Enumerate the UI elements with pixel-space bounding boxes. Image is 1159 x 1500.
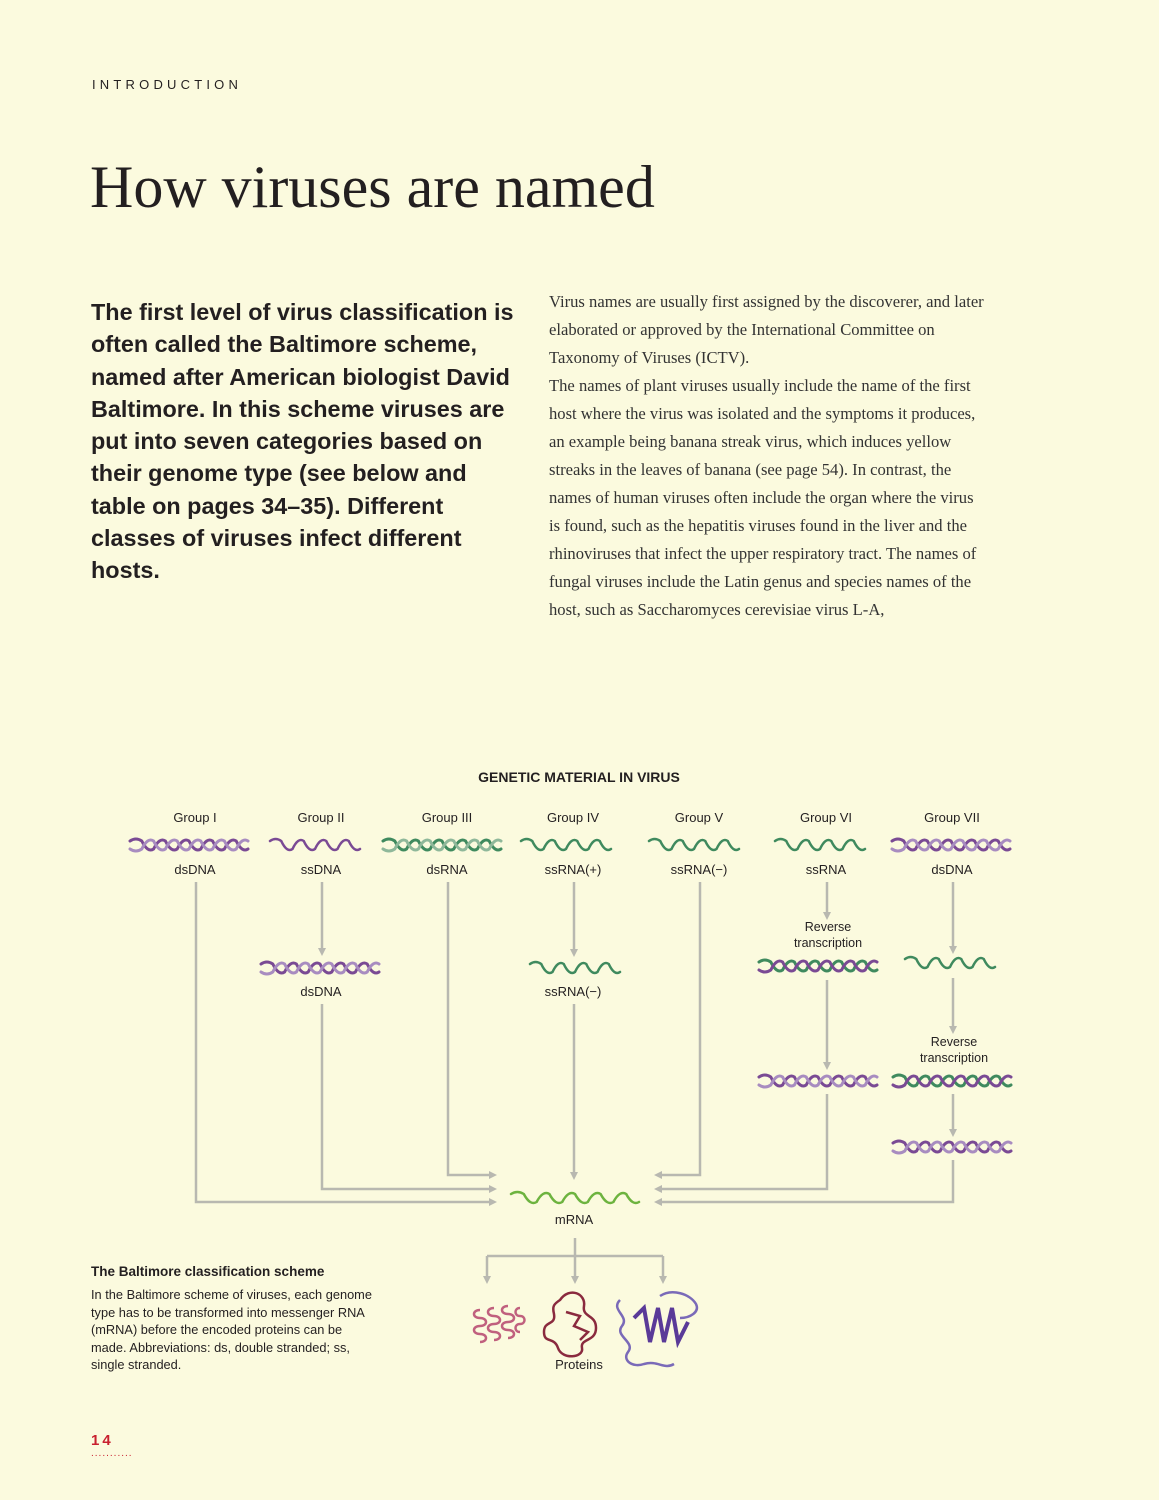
group-2-path [322, 1004, 493, 1189]
group-7-step-label: Reverse [930, 1035, 978, 1049]
group-3-label: Group III [421, 810, 473, 825]
group-2-label: Group II [297, 810, 345, 825]
group-5-label: Group V [674, 810, 724, 825]
group-1-label: Group I [173, 810, 217, 825]
intro-paragraph: The first level of virus classification is often called the Baltimore scheme, named after American biologist David Baltimore. In this scheme viruses are put into seven categories based on their genome type (see below and table on pages 34–35). Different classes of viruses infect different hosts. [91, 299, 514, 584]
group-1-genome: dsDNA [174, 862, 216, 877]
group-7-hybrid-helix-icon [893, 1075, 1011, 1087]
body-paragraph-1: Virus names are usually first assigned by the discoverer, and later elaborated or approved by the International Committee on Taxonomy of Viruses (ICTV). [549, 292, 984, 367]
protein-helix-icon [474, 1306, 525, 1342]
group-7-dsdna-final-helix-icon [893, 1141, 1011, 1153]
group-2-intermediate-label: dsDNA [300, 984, 342, 999]
group-7-dsdna-helix-icon [892, 839, 1010, 851]
group-6-hybrid-helix-icon [759, 960, 877, 972]
page-number-dots: ........... [91, 1448, 133, 1459]
group-4-label: Group IV [546, 810, 600, 825]
group-6-ssrna-helix-icon [775, 839, 865, 850]
group-7-path [658, 1160, 953, 1202]
group-7-label: Group VII [924, 810, 980, 825]
group-5-genome: ssRNA(−) [670, 862, 728, 877]
group-4-ssrna-minus-helix-icon [530, 962, 620, 973]
group-4-genome: ssRNA(+) [544, 862, 602, 877]
group-4-ssrna-helix-icon [521, 839, 611, 850]
group-7-genome: dsDNA [931, 862, 973, 877]
section-label: INTRODUCTION [92, 77, 243, 92]
protein-globular-icon [544, 1293, 596, 1357]
group-4-intermediate-label: ssRNA(−) [544, 984, 602, 999]
group-2-genome: ssDNA [300, 862, 342, 877]
group-3-dsrna-helix-icon [383, 839, 501, 851]
group-2-ssdna-helix-icon [270, 839, 360, 850]
protein-coil-icon [617, 1292, 697, 1366]
group-5-path [658, 882, 700, 1175]
proteins-label: Proteins [555, 1357, 603, 1372]
group-5-ssrna-helix-icon [649, 839, 739, 850]
mrna-label: mRNA [554, 1212, 594, 1227]
group-2-dsdna-helix-icon [261, 962, 379, 974]
group-3-genome: dsRNA [426, 862, 468, 877]
group-6-label: Group VI [799, 810, 853, 825]
mrna-to-proteins [487, 1238, 663, 1256]
figure-caption [91, 1264, 381, 1374]
caption-title: The Baltimore classification scheme [91, 1264, 325, 1279]
group-6-genome: ssRNA [805, 862, 847, 877]
group-7-ssrna-helix-icon [905, 957, 995, 968]
page-number: 14 [91, 1432, 114, 1449]
group-6-step-label: Reverse [804, 920, 852, 934]
group-7-step-label-2: transcription [919, 1051, 989, 1065]
body-paragraph-2: The names of plant viruses usually include the name of the first host where the virus was isolated and the symptoms it produces, an example being banana streak virus, which induces yellow streaks in the leaves of banana (see page 54). In contrast, the names of human viruses often include the organ where the virus is found, such as the hepatitis viruses found in the liver and the rhinoviruses that infect the upper respiratory tract. The names of fungal viruses include the Latin genus and species names of the host, such as Saccharomyces cerevisiae virus L-A, [549, 376, 977, 619]
group-6-step-label-2: transcription [793, 936, 863, 950]
group-3-path [448, 882, 493, 1175]
caption-text: In the Baltimore scheme of viruses, each genome type has to be transformed into messenger RNA (mRNA) before the encoded proteins can be made. Abbreviations: ds, double stranded; ss, single stranded. [91, 1287, 372, 1372]
mrna-helix-icon [511, 1192, 639, 1203]
page-title: How viruses are named [90, 154, 655, 220]
group-1-dsdna-helix-icon [130, 839, 248, 851]
diagram-title: GENETIC MATERIAL IN VIRUS [478, 769, 680, 785]
group-6-dsdna-helix-icon [759, 1075, 877, 1087]
